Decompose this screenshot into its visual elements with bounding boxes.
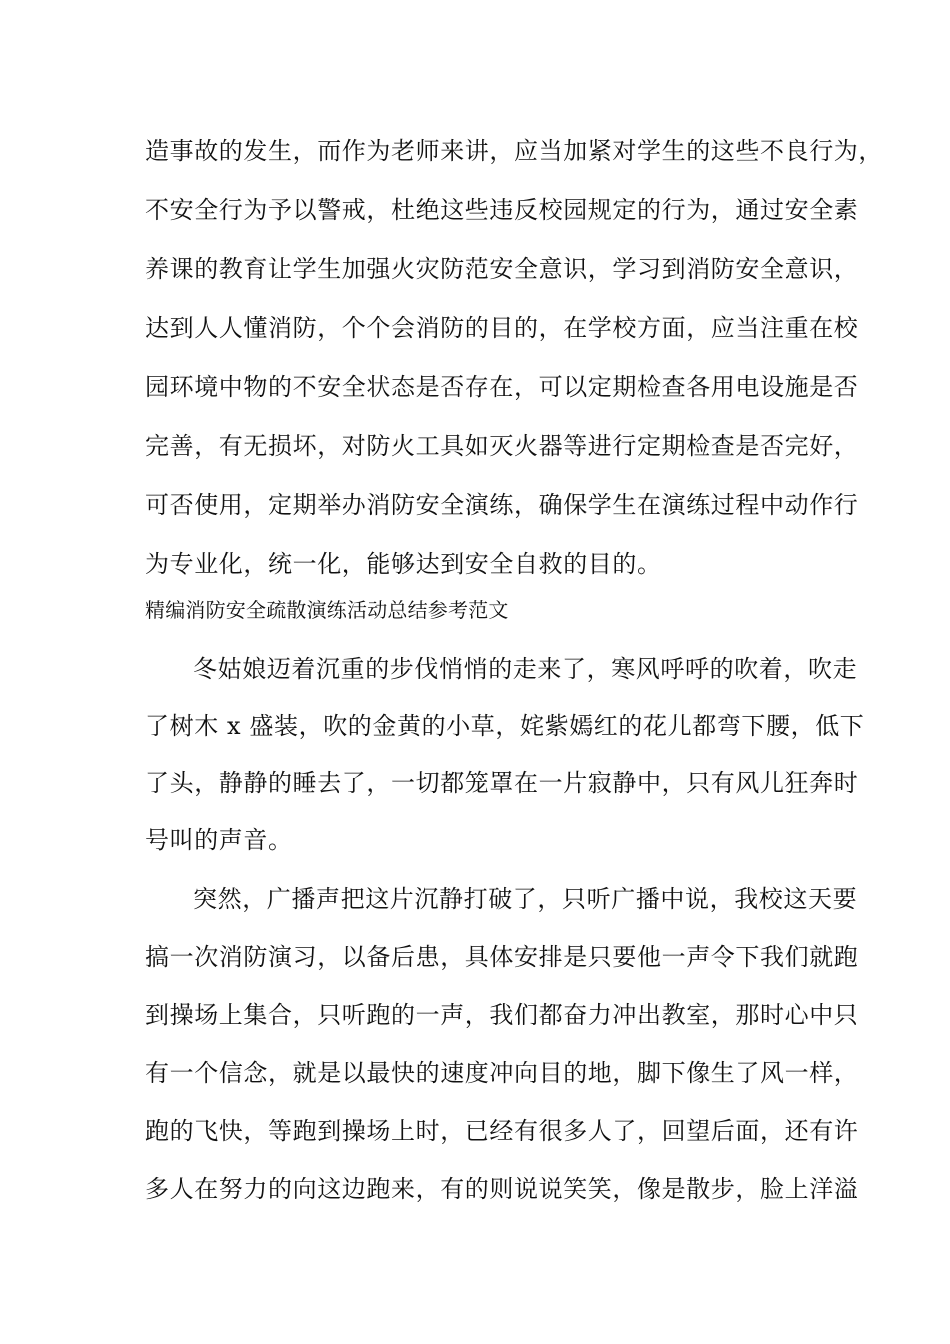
paragraph-3-line-6: 多人在努力的向这边跑来，有的则说说笑笑，像是散步，脸上洋溢 — [145, 1175, 859, 1203]
paragraph-1-line-1: 造事故的发生，而作为老师来讲，应当加紧对学生的这些不良行为， — [145, 137, 883, 165]
paragraph-2-line-2: 了树木 x 盛装，吹的金黄的小草，姹紫嫣红的花儿都弯下腰，低下 — [145, 712, 865, 740]
paragraph-1-line-4: 达到人人懂消防，个个会消防的目的，在学校方面，应当注重在校 — [145, 314, 859, 342]
paragraph-3-line-3: 到操场上集合，只听跑的一声，我们都奋力冲出教室，那时心中只 — [145, 1001, 859, 1029]
paragraph-2-line-1: 冬姑娘迈着沉重的步伐悄悄的走来了，寒风呼呼的吹着，吹走 — [193, 655, 858, 683]
paragraph-3-line-4: 有一个信念，就是以最快的速度冲向目的地，脚下像生了风一样， — [145, 1059, 859, 1087]
paragraph-3-line-2: 搞一次消防演习，以备后患，具体安排是只要他一声令下我们就跑 — [145, 943, 859, 971]
paragraph-3-line-1: 突然，广播声把这片沉静打破了，只听广播中说，我校这天要 — [193, 885, 858, 913]
paragraph-1-line-6: 完善，有无损坏，对防火工具如灭火器等进行定期检查是否完好， — [145, 432, 859, 460]
paragraph-1-line-5: 园环境中物的不安全状态是否存在，可以定期检查各用电设施是否 — [145, 373, 859, 401]
paragraph-2-line-3: 了头，静静的睡去了，一切都笼罩在一片寂静中，只有风儿狂奔时 — [145, 769, 859, 797]
paragraph-1-line-3: 养课的教育让学生加强火灾防范安全意识，学习到消防安全意识， — [145, 255, 859, 283]
paragraph-2-line-4: 号叫的声音。 — [145, 826, 293, 854]
paragraph-3-line-5: 跑的飞快，等跑到操场上时，已经有很多人了，回望后面，还有许 — [145, 1117, 859, 1145]
paragraph-1-line-2: 不安全行为予以警戒，杜绝这些违反校园规定的行为，通过安全素 — [145, 196, 859, 224]
paragraph-1-line-8: 为专业化，统一化，能够达到安全自救的目的。 — [145, 550, 662, 578]
paragraph-1-line-7: 可否使用，定期举办消防安全演练，确保学生在演练过程中动作行 — [145, 491, 859, 519]
section-heading: 精编消防安全疏散演练活动总结参考范文 — [145, 598, 509, 622]
